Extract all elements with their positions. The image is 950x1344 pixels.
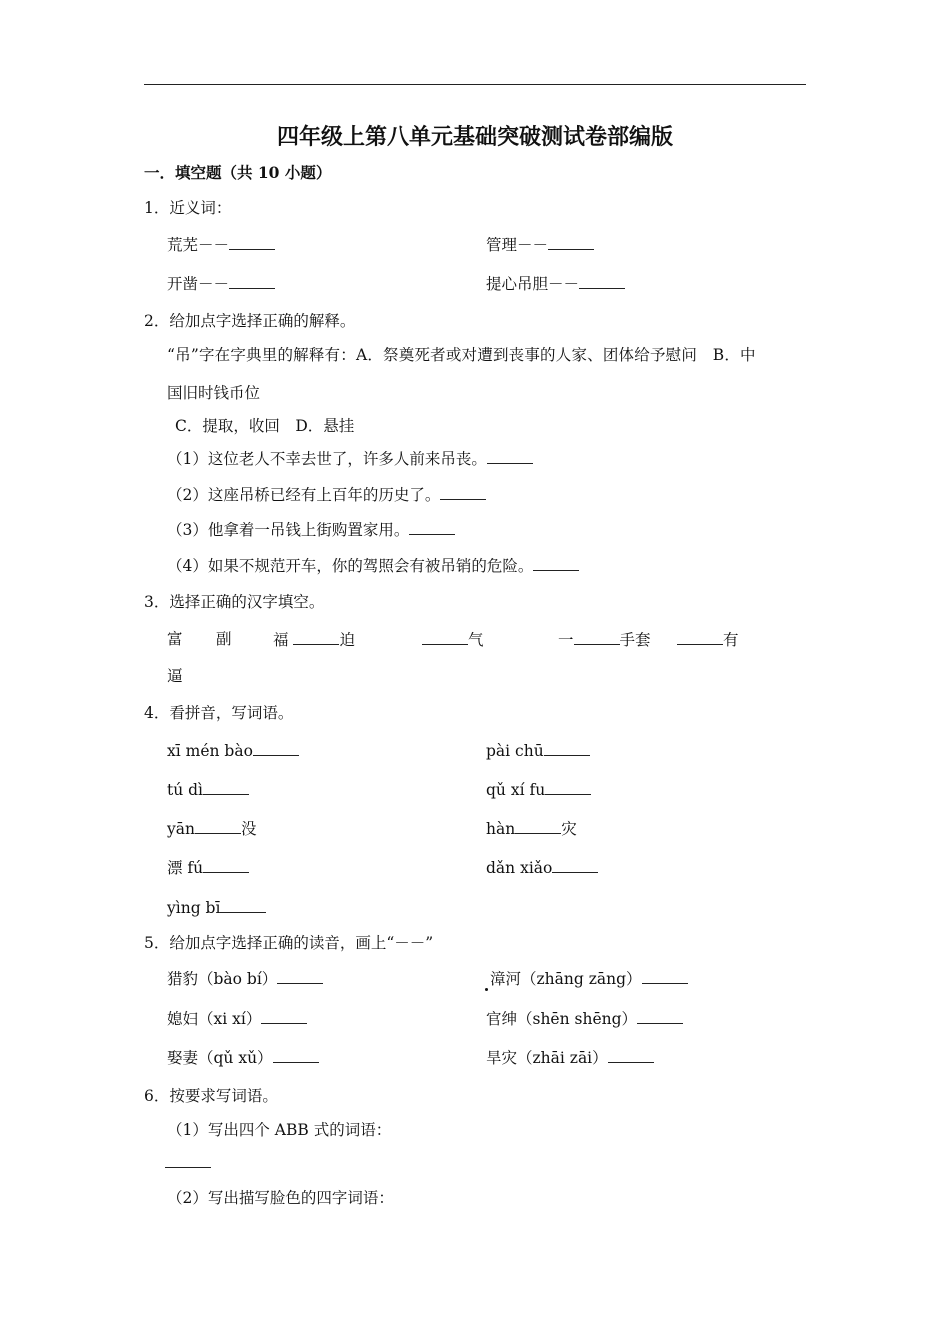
answer-blank[interactable]: [552, 857, 598, 873]
answer-blank[interactable]: [515, 818, 561, 834]
answer-blank[interactable]: [533, 555, 579, 571]
q1-item-1: 荒芜－－: [167, 234, 275, 255]
q3-blank-2: 气: [422, 629, 484, 650]
q3-char-1: 富: [167, 630, 183, 648]
answer-blank[interactable]: [544, 740, 590, 756]
answer-blank[interactable]: [440, 484, 486, 500]
answer-blank[interactable]: [548, 234, 594, 250]
q4-item-4: qǔ xí fu: [486, 779, 591, 800]
q5-item-4: 官绅（shēn shēng）: [486, 1008, 683, 1029]
q4-item-1: xī mén bào: [167, 740, 299, 761]
q3-char-2: 副: [216, 630, 232, 648]
answer-blank[interactable]: [293, 629, 339, 645]
header-rule: [144, 84, 806, 85]
q5-item-3: 媳妇（xi xí）: [167, 1008, 307, 1029]
q5-item-1: 猎豹（bào bí）: [167, 968, 323, 989]
q3-blank-3: 一 手套: [558, 631, 651, 649]
q1-item-2: 管理－－: [486, 234, 594, 255]
q4-item-2: pài chū: [486, 740, 590, 761]
q4-item-5: yān 没: [167, 820, 257, 838]
q6-sub-1: （1）写出四个 ABB 式的词语：: [167, 1121, 392, 1139]
answer-blank[interactable]: [261, 1008, 307, 1024]
answer-blank[interactable]: [277, 968, 323, 984]
answer-blank[interactable]: [220, 897, 266, 913]
q2-definitions-line-1: “吊”字在字典里的解释有：A．祭奠死者或对遭到丧事的人家、团体给予慰问 B．中: [167, 346, 756, 364]
answer-blank[interactable]: [574, 629, 620, 645]
q2-sub-2: （2）这座吊桥已经有上百年的历史了。: [167, 484, 486, 505]
q4-item-8: dǎn xiǎo: [486, 857, 598, 878]
answer-blank[interactable]: [422, 629, 468, 645]
answer-blank[interactable]: [229, 273, 275, 289]
q1-item-4: 提心吊胆－－: [486, 273, 625, 294]
q2-sub-1: （1）这位老人不幸去世了，许多人前来吊丧。: [167, 448, 533, 469]
answer-blank[interactable]: [487, 448, 533, 464]
q3-char-last: 逼: [167, 667, 183, 685]
question-2-stem: 2．给加点字选择正确的解释。: [144, 312, 356, 330]
question-1-stem: 1．近义词：: [144, 199, 232, 217]
q6-answer-line: [165, 1152, 211, 1173]
answer-blank[interactable]: [608, 1047, 654, 1063]
q4-item-9: yìng bī: [167, 897, 266, 918]
emphasis-dot: [485, 988, 488, 991]
q5-item-2: 漳河（zhāng zāng）: [490, 968, 688, 989]
question-5-stem: 5．给加点字选择正确的读音，画上“－－”: [144, 934, 434, 952]
answer-blank[interactable]: [203, 779, 249, 795]
q4-item-7: 漂 fú: [167, 857, 249, 878]
q4-item-3: tú dì: [167, 779, 249, 800]
question-6-stem: 6．按要求写词语。: [144, 1087, 278, 1105]
answer-blank[interactable]: [579, 273, 625, 289]
q5-item-5: 娶妻（qǔ xǔ）: [167, 1047, 319, 1068]
q6-sub-2: （2）写出描写脸色的四字词语：: [167, 1189, 394, 1207]
q1-item-3: 开凿－－: [167, 273, 275, 294]
answer-blank[interactable]: [165, 1152, 211, 1168]
section-heading: 一．填空题（共 10 小题）: [144, 163, 332, 182]
answer-blank[interactable]: [229, 234, 275, 250]
answer-blank[interactable]: [203, 857, 249, 873]
q4-item-6: hàn 灾: [486, 820, 577, 838]
q2-sub-4: （4）如果不规范开车，你的驾照会有被吊销的危险。: [167, 555, 579, 576]
answer-blank[interactable]: [677, 629, 723, 645]
question-4-stem: 4．看拼音，写词语。: [144, 704, 294, 722]
q5-item-6: 旱灾（zhāi zāi）: [486, 1047, 654, 1068]
answer-blank[interactable]: [642, 968, 688, 984]
page-title: 四年级上第八单元基础突破测试卷部编版: [276, 124, 673, 150]
q2-definitions-line-3: C．提取，收回 D．悬挂: [175, 417, 355, 435]
q2-sub-3: （3）他拿着一吊钱上街购置家用。: [167, 519, 455, 540]
answer-blank[interactable]: [637, 1008, 683, 1024]
answer-blank[interactable]: [195, 818, 241, 834]
answer-blank[interactable]: [273, 1047, 319, 1063]
answer-blank[interactable]: [409, 519, 455, 535]
answer-blank[interactable]: [253, 740, 299, 756]
q2-definitions-line-2: 国旧时钱币位: [167, 384, 261, 402]
q3-blank-1: 福 迫: [273, 631, 355, 649]
q3-blank-4: 有: [677, 629, 739, 650]
question-3-stem: 3．选择正确的汉字填空。: [144, 593, 325, 611]
answer-blank[interactable]: [545, 779, 591, 795]
